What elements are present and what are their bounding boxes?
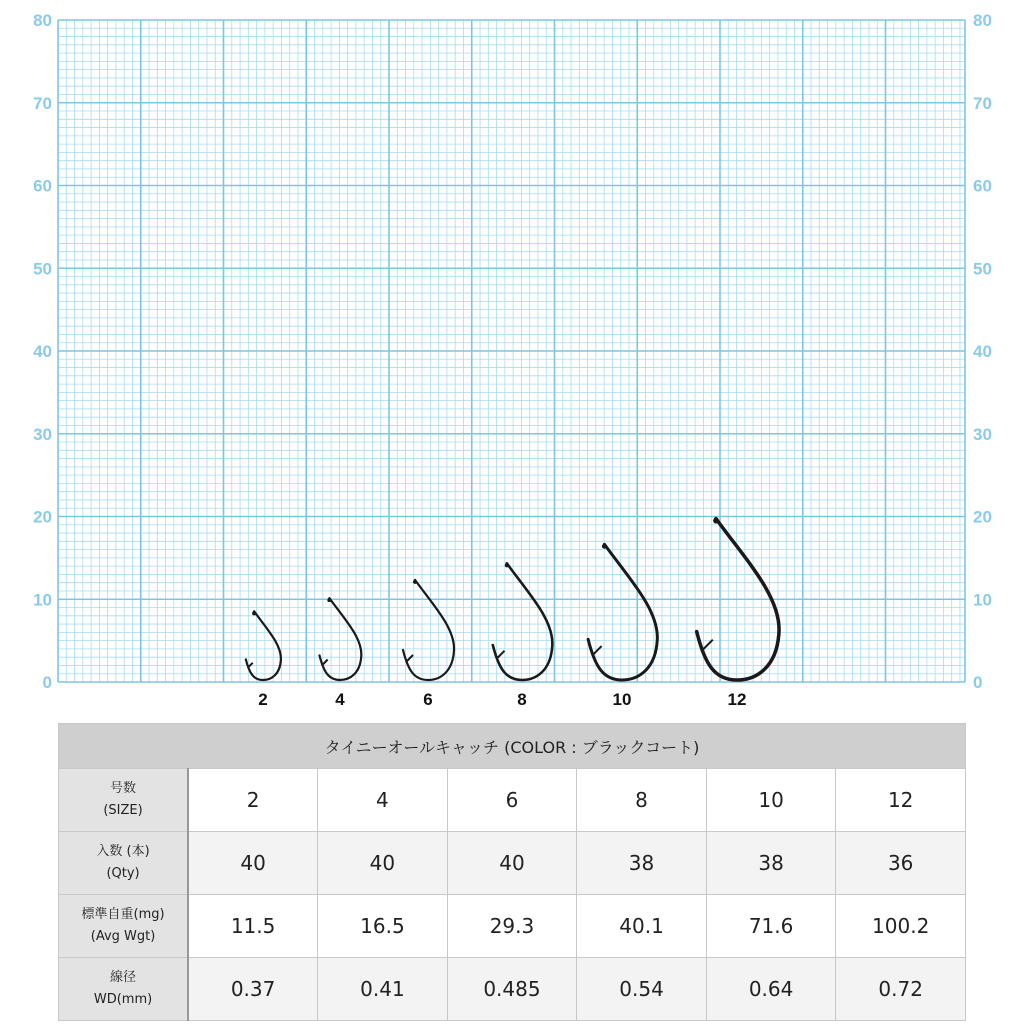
table-cell: 40 <box>188 832 318 895</box>
table-cell: 40 <box>447 832 577 895</box>
hook-barb <box>592 646 602 656</box>
row-label: 入数 (本) <box>96 844 150 859</box>
hook-eye <box>413 580 417 584</box>
row-header <box>59 958 189 1021</box>
y-tick-label-right: 70 <box>973 93 992 113</box>
table-cell: 12 <box>836 769 966 832</box>
table-row <box>59 958 966 1021</box>
y-tick-label-right: 40 <box>973 342 992 361</box>
y-tick-label-left: 50 <box>33 259 52 279</box>
table-cell: 36 <box>836 832 966 895</box>
row-header <box>59 895 189 958</box>
hook-icon <box>320 598 362 680</box>
table-row <box>59 769 966 832</box>
table-row <box>59 895 966 958</box>
table-cell: 38 <box>706 832 836 895</box>
row-label: 号数 <box>110 781 137 796</box>
row-sublabel: (Qty) <box>106 866 140 881</box>
table-cell: 0.54 <box>577 958 707 1021</box>
hook-6 <box>403 580 454 680</box>
table-cell: 38 <box>577 832 707 895</box>
hook-eye <box>713 518 719 524</box>
table-cell: 0.41 <box>318 958 448 1021</box>
spec-table <box>58 723 966 1021</box>
hook-eye <box>602 544 607 549</box>
y-tick-label-right: 80 <box>973 11 992 30</box>
table-cell: 71.6 <box>706 895 836 958</box>
table-cell: 8 <box>577 769 707 832</box>
hook-size-label: 10 <box>612 690 632 709</box>
row-sublabel: (Avg Wgt) <box>90 929 156 944</box>
y-tick-label-right: 0 <box>973 673 983 692</box>
row-header <box>59 832 189 895</box>
y-tick-label-left: 0 <box>42 673 52 692</box>
hook-eye <box>327 598 331 602</box>
y-tick-label-right: 60 <box>973 176 992 196</box>
hook-icon <box>403 580 454 680</box>
hook-10 <box>588 544 657 680</box>
hook-8 <box>493 563 553 680</box>
hook-size-label: 6 <box>423 690 433 709</box>
hook-size-label: 4 <box>335 690 345 709</box>
row-label: 標準自重(mg) <box>81 907 165 922</box>
row-sublabel: (SIZE) <box>103 803 143 818</box>
y-tick-label-left: 70 <box>33 93 52 113</box>
table-title: タイニーオールキャッチ (COLOR : ブラックコート) <box>59 724 966 769</box>
row-header <box>59 769 189 832</box>
hook-barb <box>406 655 413 662</box>
hook-eye <box>252 611 256 615</box>
y-tick-label-right: 20 <box>973 507 992 527</box>
table-cell: 0.72 <box>836 958 966 1021</box>
table-cell: 100.2 <box>836 895 966 958</box>
table-cell: 6 <box>447 769 577 832</box>
hook-size-label: 8 <box>517 690 527 709</box>
y-tick-label-left: 10 <box>33 590 52 610</box>
table-cell: 0.37 <box>188 958 318 1021</box>
hook-eye <box>505 563 509 567</box>
row-label: 線径 <box>110 970 137 985</box>
hook-size-label: 2 <box>258 690 268 709</box>
table-cell: 40.1 <box>577 895 707 958</box>
hook-icon <box>588 544 657 680</box>
table-cell: 0.485 <box>447 958 577 1021</box>
table-cell: 40 <box>318 832 448 895</box>
hook-size-label: 12 <box>727 690 747 709</box>
table-cell: 2 <box>188 769 318 832</box>
y-tick-label-right: 50 <box>973 259 992 279</box>
y-tick-label-left: 20 <box>33 507 52 527</box>
y-tick-label-right: 10 <box>973 590 992 610</box>
hook-2 <box>246 611 281 680</box>
table-cell: 0.64 <box>706 958 836 1021</box>
y-tick-label-left: 40 <box>33 342 52 361</box>
table-cell: 29.3 <box>447 895 577 958</box>
hook-icon <box>493 563 553 680</box>
hook-barb <box>496 651 504 659</box>
y-tick-label-left: 60 <box>33 176 52 196</box>
table-row <box>59 832 966 895</box>
row-sublabel: WD(mm) <box>93 992 153 1007</box>
y-tick-label-left: 80 <box>33 11 52 30</box>
table-cell: 10 <box>706 769 836 832</box>
table-cell: 16.5 <box>318 895 448 958</box>
table-cell: 11.5 <box>188 895 318 958</box>
hook-4 <box>320 598 362 680</box>
hook-icon <box>246 611 281 680</box>
table-cell: 4 <box>318 769 448 832</box>
y-tick-label-right: 30 <box>973 424 992 444</box>
y-tick-label-left: 30 <box>33 424 52 444</box>
